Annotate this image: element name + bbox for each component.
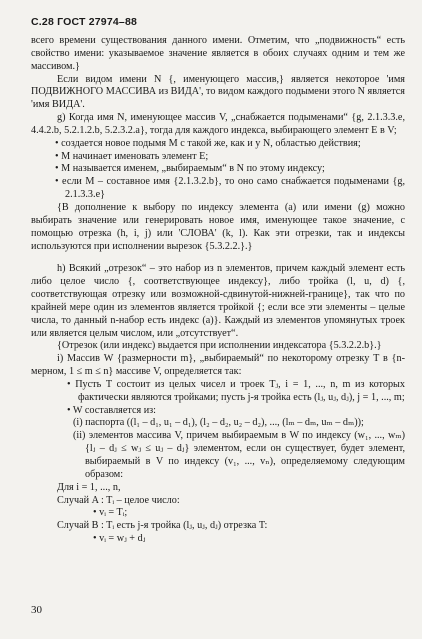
paragraph: Если видом имени N {, именующего массив,} является некоторое 'имя ПОДВИЖНОГО МАССИВА из ВИДА', то видом каждого подымени этого N является 'имя ВИДА'. bbox=[31, 73, 405, 111]
page-header: С.28 ГОСТ 27974–88 bbox=[31, 16, 138, 28]
paragraph: • vᵢ = wⱼ + dⱼ bbox=[93, 533, 146, 545]
paragraph: Случай B : Tᵢ есть j-я тройка (lⱼ, uⱼ, dⱼ) отрезка T: bbox=[57, 520, 268, 532]
paragraph: h) Всякий „отрезок“ – это набор из n элементов, причем каждый элемент есть либо целое число {, соответствующее индексу}, либо тройка (l, u, d) {, соответствующая отрезку или возможной-сдвинутой-нижней-границе}, так что по крайней мере один из элементов является тройкой {; если все эти элементы – целые числа, то данный n-набор есть индекс (a)}. Каждый из элементов упомянутых троек или является целым числом, или „отсутствует“. bbox=[31, 263, 405, 339]
paragraph: • если M – составное имя {2.1.3.2.b}, то оно само снабжается подыменами {g, 2.1.3.3.e} bbox=[55, 176, 405, 201]
paragraph: всего времени существования данного имени. Отметим, что „подвижность“ есть свойство имени: указываемое значение является в обоих случаях одним и тем же массивом.} bbox=[31, 35, 405, 72]
paragraph: • M называется именем, „выбираемым“ в N по этому индексу; bbox=[55, 163, 325, 175]
paragraph: (i) паспорта ((l₁ – d₁, u₁ – d₁), (l₂ – d₂, u₂ – d₂), ..., (lₘ – dₘ, uₘ – dₘ)); bbox=[73, 417, 364, 429]
paragraph: • создается новое подымя M с такой же, как и у N, областью действия; bbox=[55, 137, 361, 149]
paragraph: • M начинает именовать элемент E; bbox=[55, 150, 209, 162]
page-number: 30 bbox=[31, 604, 42, 616]
paragraph: • Пусть T состоит из целых чисел и троек Tⱼ, i = 1, ..., n, m из которых фактически являются тройками; пусть j-я тройка есть (lⱼ, uⱼ, dⱼ), j = 1, ..., m; bbox=[67, 378, 405, 403]
paragraph: Случай A : Tᵢ – целое число: bbox=[57, 494, 180, 506]
paragraph: {Отрезок (или индекс) выдается при исполнении индексатора {5.3.2.2.b}.} bbox=[57, 340, 382, 352]
paragraph: i) Массив W {размерности m}, „выбираемый“ по некоторому отрезку T в {n-мерном, 1 ≤ m ≤ n} массиве V, определяется так: bbox=[31, 353, 405, 378]
paragraph: Для i = 1, ..., n, bbox=[57, 481, 121, 493]
paragraph: • W составляется из: bbox=[67, 404, 157, 416]
paragraph: (ii) элементов массива V, причем выбираемым в W по индексу (w₁, ..., wₘ) {lⱼ – dⱼ ≤ wⱼ ≤ uⱼ – dⱼ} элементом, если он существует, будет элемент, выбираемый в V по индексу (v₁, ..., vₙ), определяемому следующим образом: bbox=[73, 430, 405, 480]
paragraph: {В дополнение к выбору по индексу элемента (a) или имени (g) можно выбирать значение или генерировать новое имя, именующее такое значение, с помощью отрезка (h, i, j) или 'СЛОВА' (k, l). Как эти отрезки, так и индексы используются при исполнении вырезок {5.3.2.2.}.} bbox=[31, 201, 405, 252]
paragraph: g) Когда имя N, именующее массив V, „снабжается подыменами“ {g, 2.1.3.3.e, 4.4.2.b, 5.2.1.2.b, 5.2.3.2.a}, тогда для каждого индекса, выбирающего элемент E в V; bbox=[31, 112, 405, 136]
paragraph: • vᵢ = Tᵢ; bbox=[93, 507, 128, 519]
document-body bbox=[31, 35, 405, 546]
spacer bbox=[31, 253, 405, 263]
